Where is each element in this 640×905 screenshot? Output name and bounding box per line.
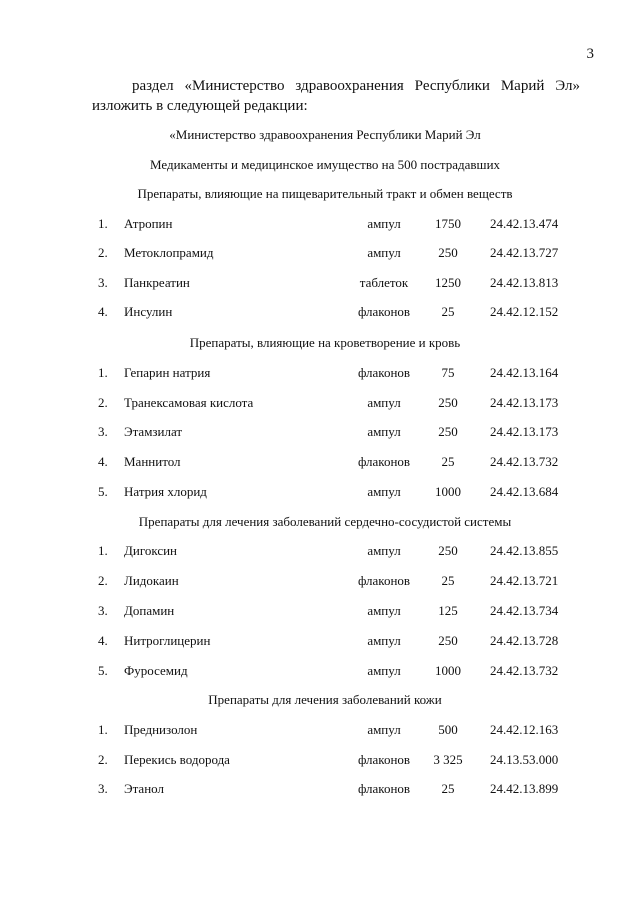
intro-line-2: изложить в следующей редакции: bbox=[92, 98, 308, 114]
table-row bbox=[0, 633, 640, 653]
item-quantity: 25 bbox=[441, 781, 455, 796]
item-name: Натрия хлорид bbox=[124, 484, 207, 499]
page-number: 3 bbox=[586, 46, 594, 62]
item-unit: флаконов bbox=[357, 304, 411, 319]
item-number: 4. bbox=[98, 633, 108, 648]
item-quantity: 250 bbox=[438, 633, 458, 648]
table-row bbox=[0, 216, 640, 236]
intro-line-1: раздел «Министерство здравоохранения Республики Марий Эл» bbox=[132, 78, 580, 94]
intro-paragraph bbox=[92, 76, 580, 116]
item-quantity: 25 bbox=[441, 573, 455, 588]
item-code: 24.42.13.474 bbox=[490, 216, 559, 231]
table-row bbox=[0, 603, 640, 623]
item-unit: ампул bbox=[367, 395, 401, 410]
item-unit: ампул bbox=[367, 722, 401, 737]
section-title: Препараты, влияющие на кроветворение и кровь bbox=[189, 335, 461, 350]
item-number: 4. bbox=[98, 454, 108, 469]
table-row bbox=[0, 781, 640, 801]
item-code: 24.42.12.163 bbox=[490, 722, 559, 737]
item-name: Маннитол bbox=[124, 454, 181, 469]
item-unit: ампул bbox=[367, 484, 401, 499]
item-number: 2. bbox=[98, 245, 108, 260]
item-unit: флаконов bbox=[357, 752, 411, 767]
table-row bbox=[0, 424, 640, 444]
item-number: 3. bbox=[98, 424, 108, 439]
item-name: Транексамовая кислота bbox=[124, 395, 254, 410]
item-code: 24.42.13.732 bbox=[490, 454, 559, 469]
table-row bbox=[0, 395, 640, 415]
item-name: Этанол bbox=[124, 781, 164, 796]
document-subtitle: Медикаменты и медицинское имущество на 500 пострадавших bbox=[149, 157, 501, 172]
item-name: Инсулин bbox=[124, 304, 173, 319]
item-quantity: 250 bbox=[438, 424, 458, 439]
item-code: 24.42.13.727 bbox=[490, 245, 559, 260]
item-unit: ампул bbox=[367, 633, 401, 648]
item-name: Метоклопрамид bbox=[124, 245, 214, 260]
item-code: 24.42.13.732 bbox=[490, 663, 559, 678]
item-code: 24.13.53.000 bbox=[490, 752, 559, 767]
table-row bbox=[0, 365, 640, 385]
item-number: 1. bbox=[98, 543, 108, 558]
section-title: Препараты для лечения заболеваний кожи bbox=[208, 692, 442, 707]
item-quantity: 1250 bbox=[435, 275, 461, 290]
table-row bbox=[0, 304, 640, 324]
item-unit: ампул bbox=[367, 663, 401, 678]
item-unit: ампул bbox=[367, 424, 401, 439]
item-code: 24.42.13.173 bbox=[490, 424, 559, 439]
item-code: 24.42.13.721 bbox=[490, 573, 559, 588]
item-quantity: 500 bbox=[438, 722, 458, 737]
item-number: 3. bbox=[98, 603, 108, 618]
item-quantity: 75 bbox=[441, 365, 455, 380]
item-unit: ампул bbox=[367, 603, 401, 618]
item-name: Преднизолон bbox=[124, 722, 198, 737]
item-number: 1. bbox=[98, 365, 108, 380]
item-code: 24.42.13.813 bbox=[490, 275, 559, 290]
item-code: 24.42.13.164 bbox=[490, 365, 559, 380]
item-number: 2. bbox=[98, 573, 108, 588]
item-name: Фуросемид bbox=[124, 663, 188, 678]
item-code: 24.42.13.899 bbox=[490, 781, 559, 796]
document-title: «Министерство здравоохранения Республики Марий Эл bbox=[169, 127, 481, 142]
item-number: 2. bbox=[98, 395, 108, 410]
item-unit: флаконов bbox=[357, 781, 411, 796]
item-code: 24.42.13.734 bbox=[490, 603, 559, 618]
item-unit: флаконов bbox=[357, 365, 411, 380]
item-name: Гепарин натрия bbox=[124, 365, 211, 380]
table-row bbox=[0, 484, 640, 504]
item-name: Допамин bbox=[124, 603, 175, 618]
item-number: 5. bbox=[98, 663, 108, 678]
item-number: 4. bbox=[98, 304, 108, 319]
section-title: Препараты, влияющие на пищеварительный тракт и обмен веществ bbox=[137, 186, 513, 201]
item-number: 3. bbox=[98, 275, 108, 290]
item-name: Этамзилат bbox=[124, 424, 183, 439]
item-code: 24.42.13.173 bbox=[490, 395, 559, 410]
table-row bbox=[0, 663, 640, 683]
item-code: 24.42.13.684 bbox=[490, 484, 559, 499]
item-unit: ампул bbox=[367, 216, 401, 231]
item-unit: таблеток bbox=[359, 275, 409, 290]
item-number: 1. bbox=[98, 722, 108, 737]
item-number: 1. bbox=[98, 216, 108, 231]
table-row bbox=[0, 752, 640, 772]
table-row bbox=[0, 722, 640, 742]
item-quantity: 1000 bbox=[435, 663, 461, 678]
item-quantity: 250 bbox=[438, 543, 458, 558]
item-unit: флаконов bbox=[357, 454, 411, 469]
item-name: Нитроглицерин bbox=[124, 633, 211, 648]
table-row bbox=[0, 573, 640, 593]
item-name: Лидокаин bbox=[124, 573, 179, 588]
item-quantity: 1000 bbox=[435, 484, 461, 499]
item-quantity: 250 bbox=[438, 245, 458, 260]
table-row bbox=[0, 245, 640, 265]
item-number: 5. bbox=[98, 484, 108, 499]
item-quantity: 25 bbox=[441, 304, 455, 319]
item-name: Перекись водорода bbox=[124, 752, 230, 767]
item-name: Панкреатин bbox=[124, 275, 190, 290]
item-quantity: 125 bbox=[438, 603, 458, 618]
item-quantity: 1750 bbox=[435, 216, 461, 231]
item-name: Атропин bbox=[124, 216, 173, 231]
item-quantity: 3 325 bbox=[433, 752, 463, 767]
item-code: 24.42.13.855 bbox=[490, 543, 559, 558]
table-row bbox=[0, 454, 640, 474]
item-number: 2. bbox=[98, 752, 108, 767]
table-row bbox=[0, 275, 640, 295]
item-code: 24.42.12.152 bbox=[490, 304, 559, 319]
item-number: 3. bbox=[98, 781, 108, 796]
item-code: 24.42.13.728 bbox=[490, 633, 559, 648]
item-unit: ампул bbox=[367, 543, 401, 558]
item-quantity: 250 bbox=[438, 395, 458, 410]
item-name: Дигоксин bbox=[124, 543, 178, 558]
item-quantity: 25 bbox=[441, 454, 455, 469]
table-row bbox=[0, 543, 640, 563]
item-unit: ампул bbox=[367, 245, 401, 260]
item-unit: флаконов bbox=[357, 573, 411, 588]
section-title: Препараты для лечения заболеваний сердечно-сосудистой системы bbox=[138, 514, 512, 529]
